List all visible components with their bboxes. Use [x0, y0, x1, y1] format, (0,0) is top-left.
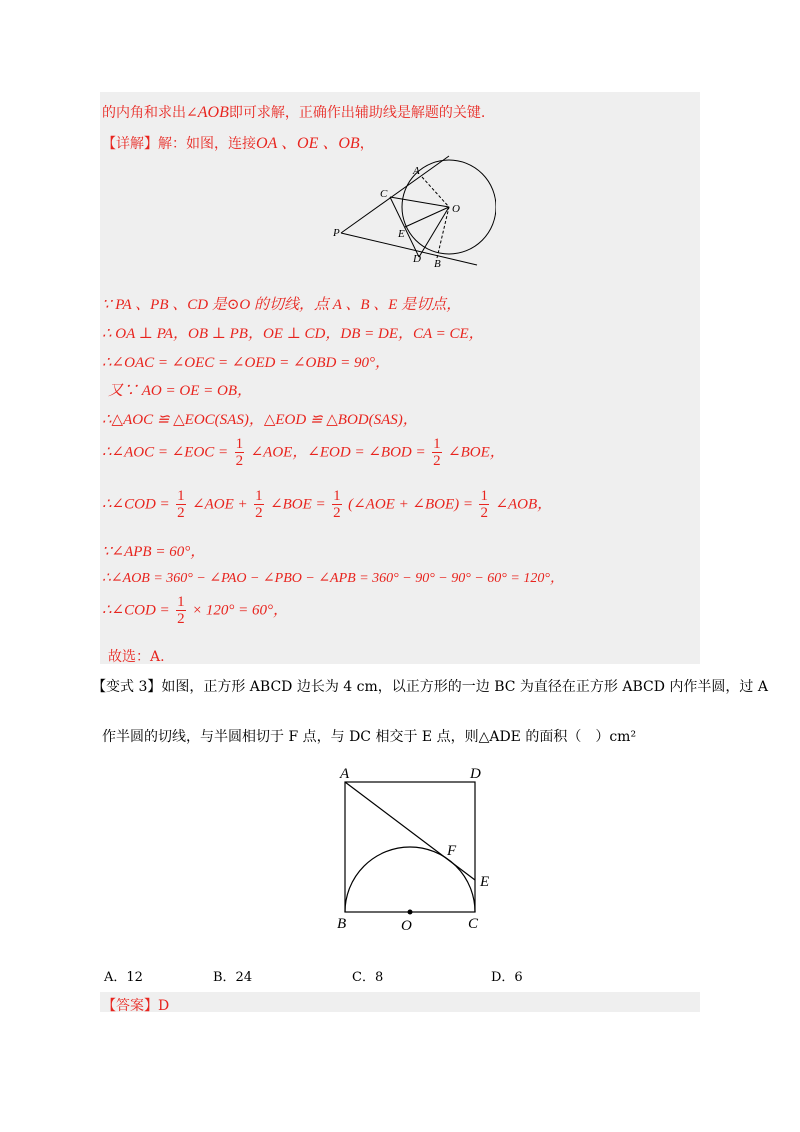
fig1-label-B: B: [434, 258, 441, 270]
fig1-label-P: P: [333, 227, 340, 239]
step-8: ∵∠APB = 60°，: [102, 544, 206, 560]
option-a[interactable]: A．12: [104, 970, 143, 985]
fig1-label-E: E: [398, 228, 405, 240]
fig2-label-F: F: [447, 843, 457, 859]
detail-line: 【详解】解：如图，连接OA 、OE 、OB，: [102, 135, 374, 152]
step-1: ∵ PA 、PB 、CD 是⊙O 的切线，点 A 、B 、E 是切点，: [102, 297, 462, 313]
variant-line-1: 【变式 3】如图，正方形 ABCD 边长为 4 cm，以正方形的一边 BC 为直径在正方形 ABCD 内作半圆，过 A: [92, 679, 768, 695]
step-10: ∴∠COD = $\frac{1}{2}$ × 120° = 60°，: [102, 594, 289, 627]
answer-line: [102, 995, 169, 1015]
step-2: ∴ OA ⊥ PA，OB ⊥ PB，OE ⊥ CD，DB = DE，CA = CE，: [102, 326, 484, 342]
fig1-label-A: A: [413, 165, 420, 177]
conclusion: 故选：A.: [108, 649, 165, 665]
detail-tag: 【详解】: [102, 136, 158, 152]
step-6: ∴∠AOC = ∠EOC = $\frac{1}{2}$ ∠AOE，∠EOD = ∠BOD = $\frac{1}{2}$ ∠BOE，: [102, 436, 505, 469]
fig2-label-E: E: [480, 874, 490, 890]
fig2-label-O: O: [401, 918, 412, 934]
variant-tag: 【变式 3】: [92, 679, 162, 695]
option-d[interactable]: D．6: [491, 970, 523, 985]
step-4: 又∵ AO = OE = OB，: [108, 383, 252, 399]
fig2-label-C: C: [468, 916, 479, 932]
answer-value: D: [158, 998, 170, 1014]
step-9: ∴∠AOB = 360° − ∠PAO − ∠PBO − ∠APB = 360° − 90° − 90° − 60° = 120°，: [102, 571, 564, 586]
variant-line-2: 作半圆的切线，与半圆相切于 F 点，与 DC 相交于 E 点，则△ADE 的面积（ ）cm²: [102, 729, 637, 745]
fig2-label-A: A: [340, 766, 350, 782]
step-5: ∴△AOC ≌ △EOC(SAS)，△EOD ≌ △BOD(SAS)，: [102, 412, 418, 428]
step-3: ∴∠OAC = ∠OEC = ∠OED = ∠OBD = 90°，: [102, 355, 390, 371]
option-c[interactable]: C．8: [352, 970, 384, 985]
tangent-circle-figure: [333, 154, 496, 272]
option-b[interactable]: B．24: [213, 970, 253, 985]
fig1-label-O: O: [452, 203, 460, 215]
fig2-label-D: D: [470, 766, 481, 782]
step-7: ∴∠COD = $\frac{1}{2}$ ∠AOE + $\frac{1}{2}$ ∠BOE = $\frac{1}{2}$ (∠AOE + ∠BOE) = $\frac{1}{2}$ ∠AOB，: [102, 488, 553, 521]
solution-intro-line: 的内角和求出∠AOB即可求解，正确作出辅助线是解题的关键.: [102, 104, 486, 121]
fig1-label-D: D: [413, 253, 421, 265]
fig2-label-B: B: [337, 916, 347, 932]
answer-block-bg: [100, 992, 700, 1012]
fig1-label-C: C: [380, 188, 388, 200]
square-semicircle-figure: [330, 762, 510, 938]
answer-tag: 【答案】: [102, 998, 158, 1014]
